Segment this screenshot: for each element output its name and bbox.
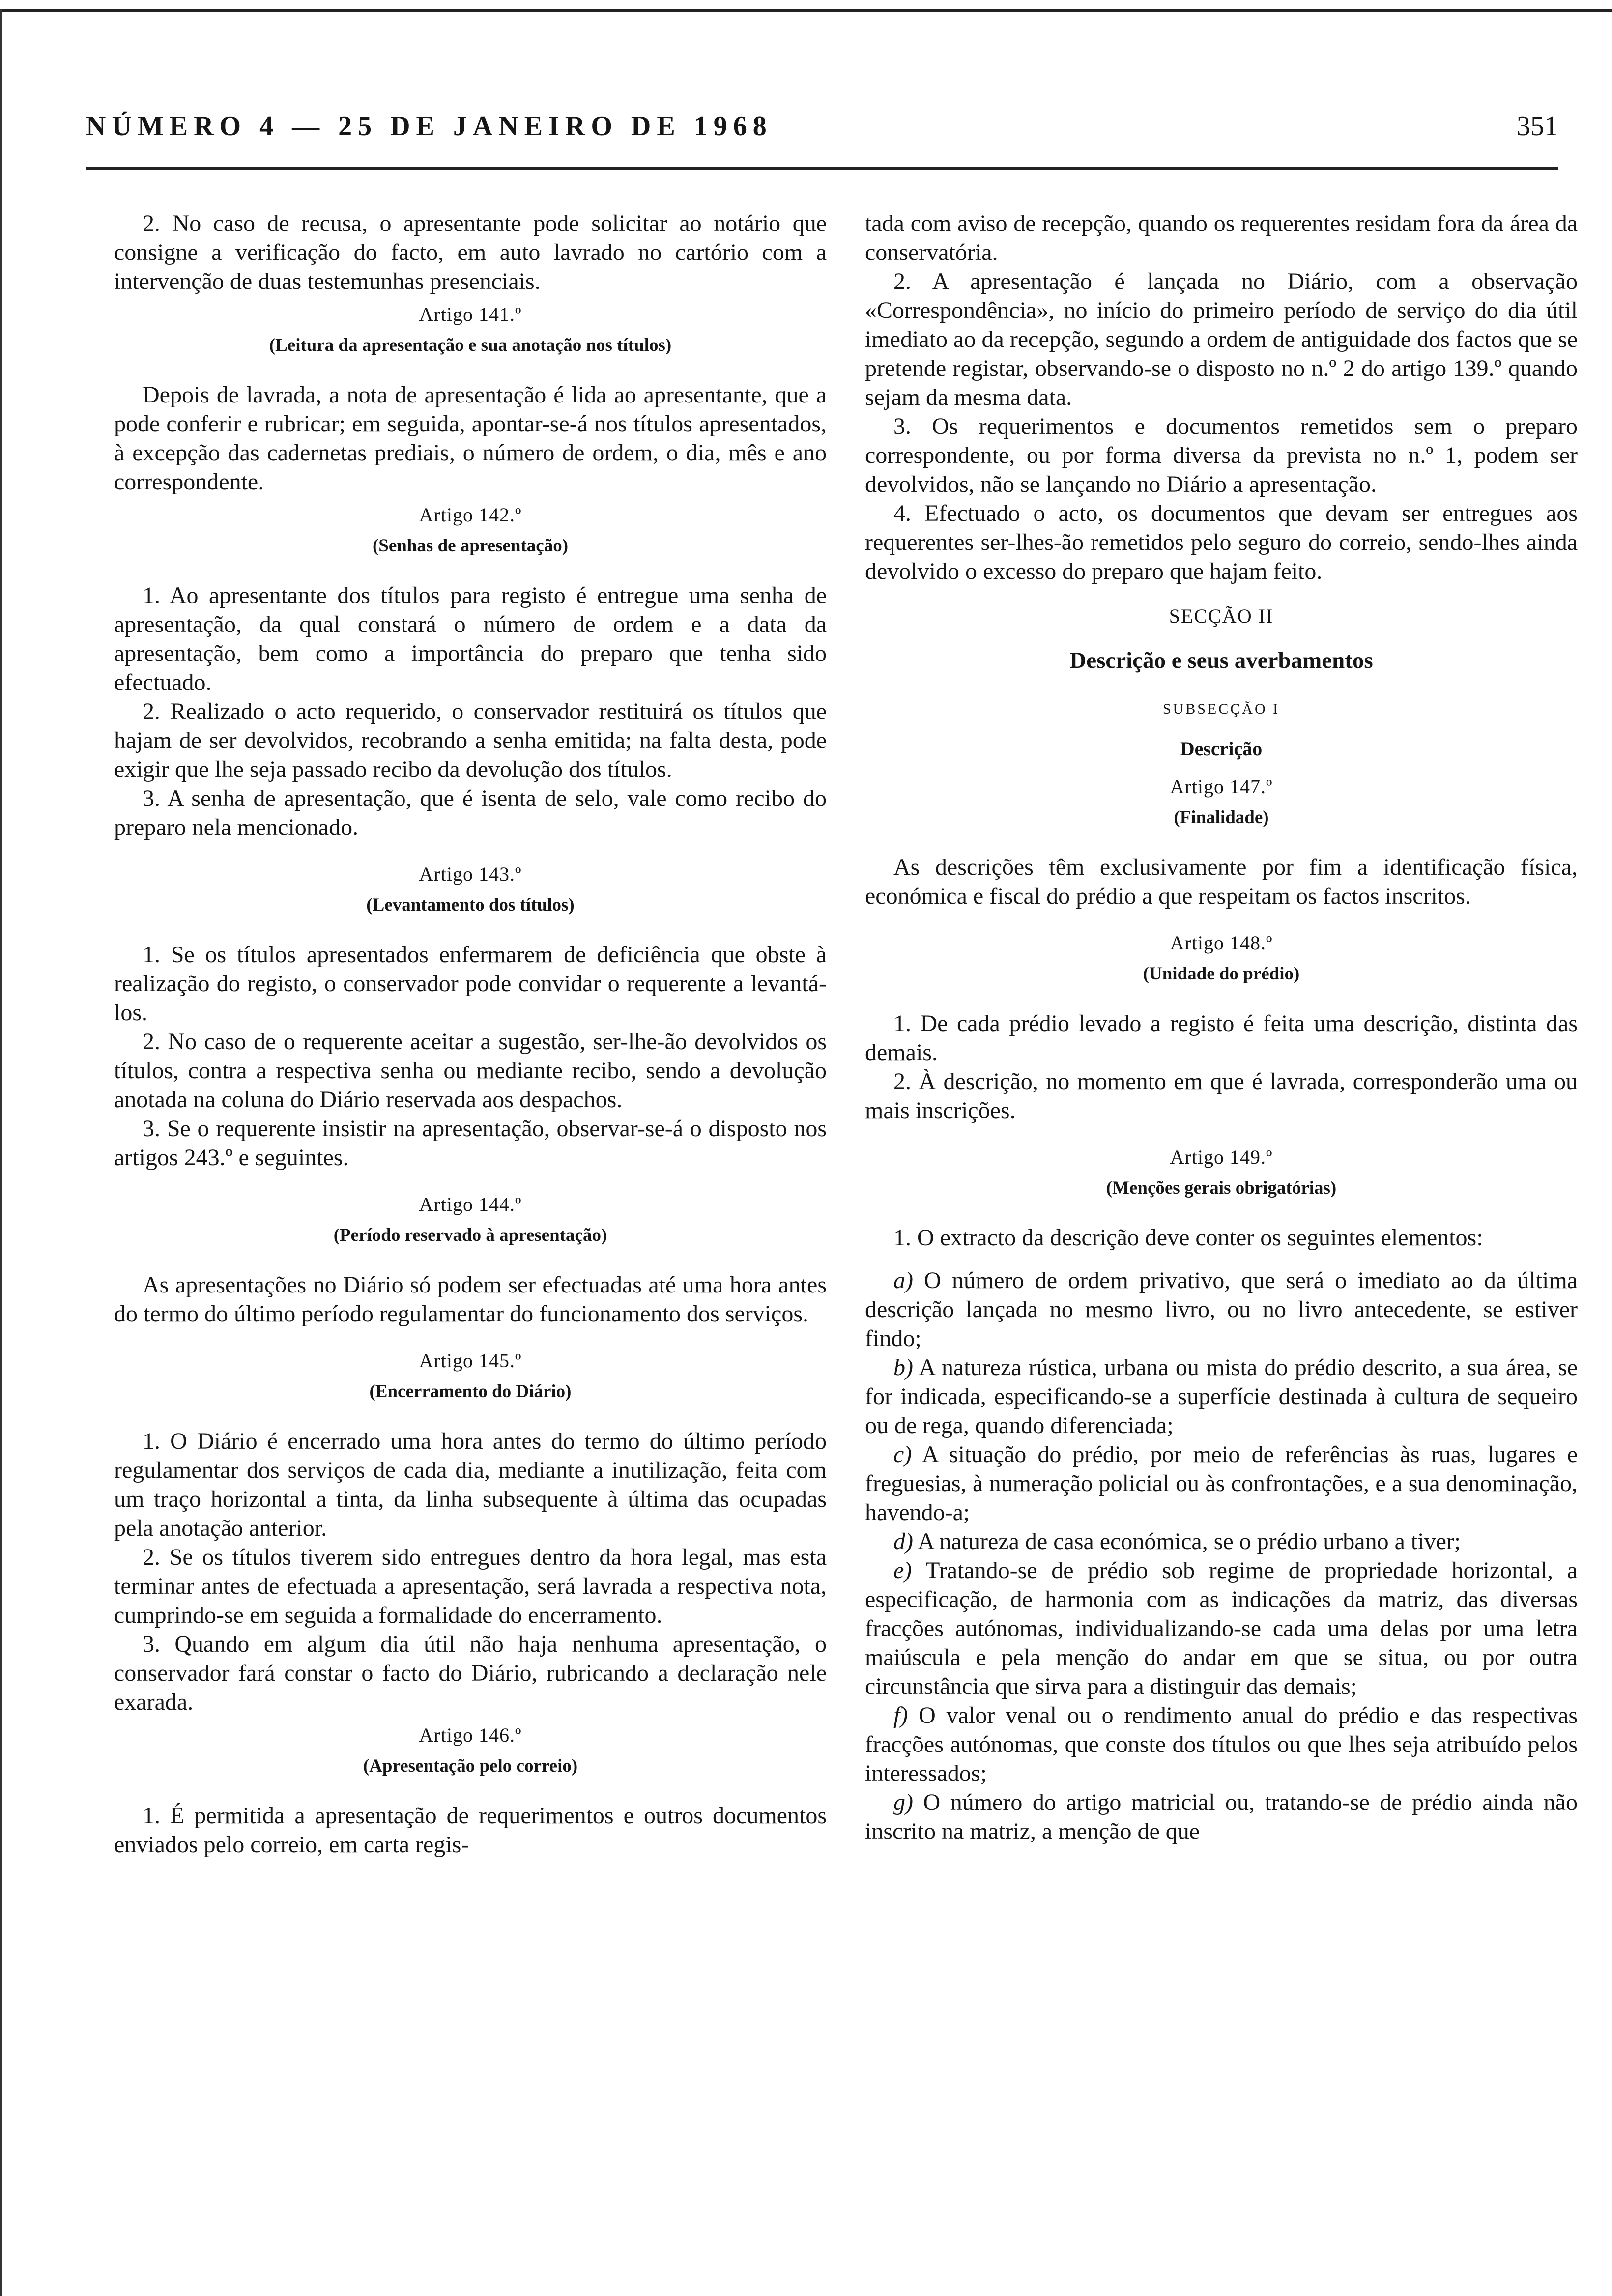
article-rubric: (Menções gerais obrigatórias) (1106, 1178, 1337, 1198)
article-rubric: (Finalidade) (1174, 807, 1269, 828)
list-item (865, 1556, 1578, 1701)
article-heading: Artigo 143.º (419, 863, 522, 885)
list-marker: g) (893, 1789, 913, 1815)
paragraph: 2. No caso de recusa, o apresentante pode solicitar ao notário que consigne a verificação do facto, em auto lavrado no cartório com a intervenção de duas testemunhas presenciais. (114, 210, 827, 294)
paragraph: 1. Ao apresentante dos títulos para registo é entregue uma senha de apresentação, da qual constará o número de ordem e a data da apresentação, bem como a importância do preparo que tenha sido efectuado. (114, 582, 827, 695)
subsection-heading: SUBSECÇÃO I (1162, 701, 1280, 717)
article-heading: Artigo 141.º (419, 303, 522, 325)
running-header (86, 111, 1558, 155)
list-marker: e) (893, 1557, 912, 1583)
article-rubric: (Apresentação pelo correio) (363, 1756, 578, 1776)
article-rubric: (Encerramento do Diário) (369, 1381, 572, 1402)
article-rubric: (Senhas de apresentação) (372, 536, 569, 556)
list-item (865, 1440, 1578, 1527)
list-item-text: Tratando-se de prédio sob regime de propriedade horizontal, a especificação, de harmonia com as indicações da matriz, das diversas fracções autónomas, individualizando-se cada uma delas por uma letra maiúscula e pela menção do andar em que se situa, ou por outra circunstância que sirva para a distinguir das demais; (865, 1557, 1578, 1699)
article-heading: Artigo 142.º (419, 504, 522, 526)
paragraph: Depois de lavrada, a nota de apresentação é lida ao apresentante, que a pode conferir e rubricar; em seguida, apontar-se-á nos títulos apresentados, à excepção das cadernetas prediais, o número de ordem, o dia, mês e ano correspondente. (114, 382, 827, 495)
article-rubric: (Período reservado à apresentação) (333, 1225, 607, 1245)
list-marker: b) (893, 1354, 913, 1380)
page-top-border (0, 9, 1612, 12)
section-heading: SECÇÃO II (1169, 605, 1274, 627)
article-heading: Artigo 144.º (419, 1193, 522, 1215)
paragraph: As descrições têm exclusivamente por fim a identificação física, económica e fiscal do prédio a que respeitam os factos inscritos. (865, 854, 1578, 909)
page-left-border (0, 9, 2, 2296)
header-rule (86, 167, 1558, 170)
list-marker: a) (893, 1267, 913, 1293)
paragraph: tada com aviso de recepção, quando os requerentes residam fora da área da conservatória. (865, 210, 1578, 265)
list-item (865, 1527, 1578, 1556)
list-item-text: A natureza de casa económica, se o prédio urbano a tiver; (918, 1528, 1461, 1554)
page-number: 351 (1517, 111, 1558, 142)
paragraph: 2. À descrição, no momento em que é lavrada, corresponderão uma ou mais inscrições. (865, 1068, 1578, 1123)
list-item-text: O número de ordem privativo, que será o imediato ao da última descrição lançada no mesmo livro, ou no livro antecedente, se estiver findo; (865, 1267, 1578, 1351)
list-item-text: A situação do prédio, por meio de referências às ruas, lugares e freguesias, à numeração policial ou às confrontações, e a sua denominação, havendo-a; (865, 1441, 1578, 1525)
issue-title: NÚMERO 4 — 25 DE JANEIRO DE 1968 (86, 111, 773, 142)
article-heading: Artigo 149.º (1170, 1146, 1273, 1168)
paragraph: 2. Realizado o acto requerido, o conservador restituirá os títulos que hajam de ser devolvidos, recobrando a senha emitida; na falta desta, pode exigir que lhe seja passado recibo da devolução dos títulos. (114, 698, 827, 782)
list-marker: f) (893, 1702, 908, 1728)
list-item-text: O valor venal ou o rendimento anual do prédio e das respectivas fracções autónomas, que conste dos títulos ou que lhes seja atribuído pelos interessados; (865, 1702, 1578, 1786)
paragraph: As apresentações no Diário só podem ser efectuadas até uma hora antes do termo do último período regulamentar do funcionamento dos serviços. (114, 1272, 827, 1327)
list-marker: c) (893, 1441, 912, 1467)
paragraph: 1. De cada prédio levado a registo é feita uma descrição, distinta das demais. (865, 1010, 1578, 1065)
paragraph: 1. É permitida a apresentação de requerimentos e outros documentos enviados pelo correio, em carta regis- (114, 1803, 827, 1858)
right-column (865, 209, 1578, 1846)
list-item-text: O número do artigo matricial ou, tratando-se de prédio ainda não inscrito na matriz, a menção de que (865, 1789, 1578, 1844)
article-rubric: (Unidade do prédio) (1143, 964, 1300, 984)
article-heading: Artigo 145.º (419, 1349, 522, 1372)
article-rubric: (Levantamento dos títulos) (366, 895, 575, 915)
paragraph: 4. Efectuado o acto, os documentos que devam ser entregues aos requerentes ser-lhes-ão remetidos pelo seguro do correio, sendo-lhes ainda devolvido o excesso do preparo que hajam feito. (865, 500, 1578, 584)
paragraph: 2. A apresentação é lançada no Diário, com a observação «Correspondência», no início do primeiro período de serviço do dia útil imediato ao da recepção, segundo a ordem de antiguidade dos factos que se pretende registar, observando-se o disposto no n.º 2 do artigo 139.º quando sejam da mesma data. (865, 268, 1578, 410)
paragraph: 2. No caso de o requerente aceitar a sugestão, ser-lhe-ão devolvidos os títulos, contra a respectiva senha ou mediante recibo, sendo a devolução anotada na coluna do Diário reservada aos despachos. (114, 1029, 827, 1113)
paragraph: 1. O Diário é encerrado uma hora antes do termo do último período regulamentar dos serviços de cada dia, mediante a inutilização, feita com um traço horizontal a tinta, da linha subsequente à última das ocupadas pela anotação anterior. (114, 1428, 827, 1541)
paragraph: 3. Os requerimentos e documentos remetidos sem o preparo correspondente, ou por forma diversa da prevista no n.º 1, podem ser devolvidos, não se lançando no Diário a apresentação. (865, 413, 1578, 497)
list-item (865, 1353, 1578, 1440)
subsection-title: Descrição (1180, 738, 1263, 760)
paragraph: 2. Se os títulos tiverem sido entregues dentro da hora legal, mas esta terminar antes de efectuada a apresentação, será lavrada a respectiva nota, cumprindo-se em seguida a formalidade do encerramento. (114, 1544, 827, 1628)
section-title: Descrição e seus averbamentos (1069, 648, 1373, 673)
list-item-text: A natureza rústica, urbana ou mista do prédio descrito, a sua área, se for indicada, especificando-se a superfície destinada à cultura de sequeiro ou de rega, quando diferenciada; (865, 1354, 1578, 1438)
list-marker: d) (893, 1528, 913, 1554)
left-column (114, 209, 827, 1859)
paragraph: 1. Se os títulos apresentados enfermarem de deficiência que obste à realização do registo, o conservador pode convidar o requerente a levantá-los. (114, 942, 827, 1026)
list-item (865, 1701, 1578, 1788)
paragraph: 3. A senha de apresentação, que é isenta de selo, vale como recibo do preparo nela mencionado. (114, 785, 827, 840)
article-rubric: (Leitura da apresentação e sua anotação nos títulos) (269, 335, 672, 355)
article-heading: Artigo 148.º (1170, 932, 1273, 954)
paragraph: 1. O extracto da descrição deve conter os seguintes elementos: (893, 1225, 1483, 1251)
paragraph: 3. Se o requerente insistir na apresentação, observar-se-á o disposto nos artigos 243.º e seguintes. (114, 1116, 827, 1171)
paragraph: 3. Quando em algum dia útil não haja nenhuma apresentação, o conservador fará constar o facto do Diário, rubricando a declaração nele exarada. (114, 1631, 827, 1715)
list-item (865, 1266, 1578, 1353)
list-item (865, 1788, 1578, 1846)
article-heading: Artigo 146.º (419, 1724, 522, 1746)
article-heading: Artigo 147.º (1170, 775, 1273, 798)
